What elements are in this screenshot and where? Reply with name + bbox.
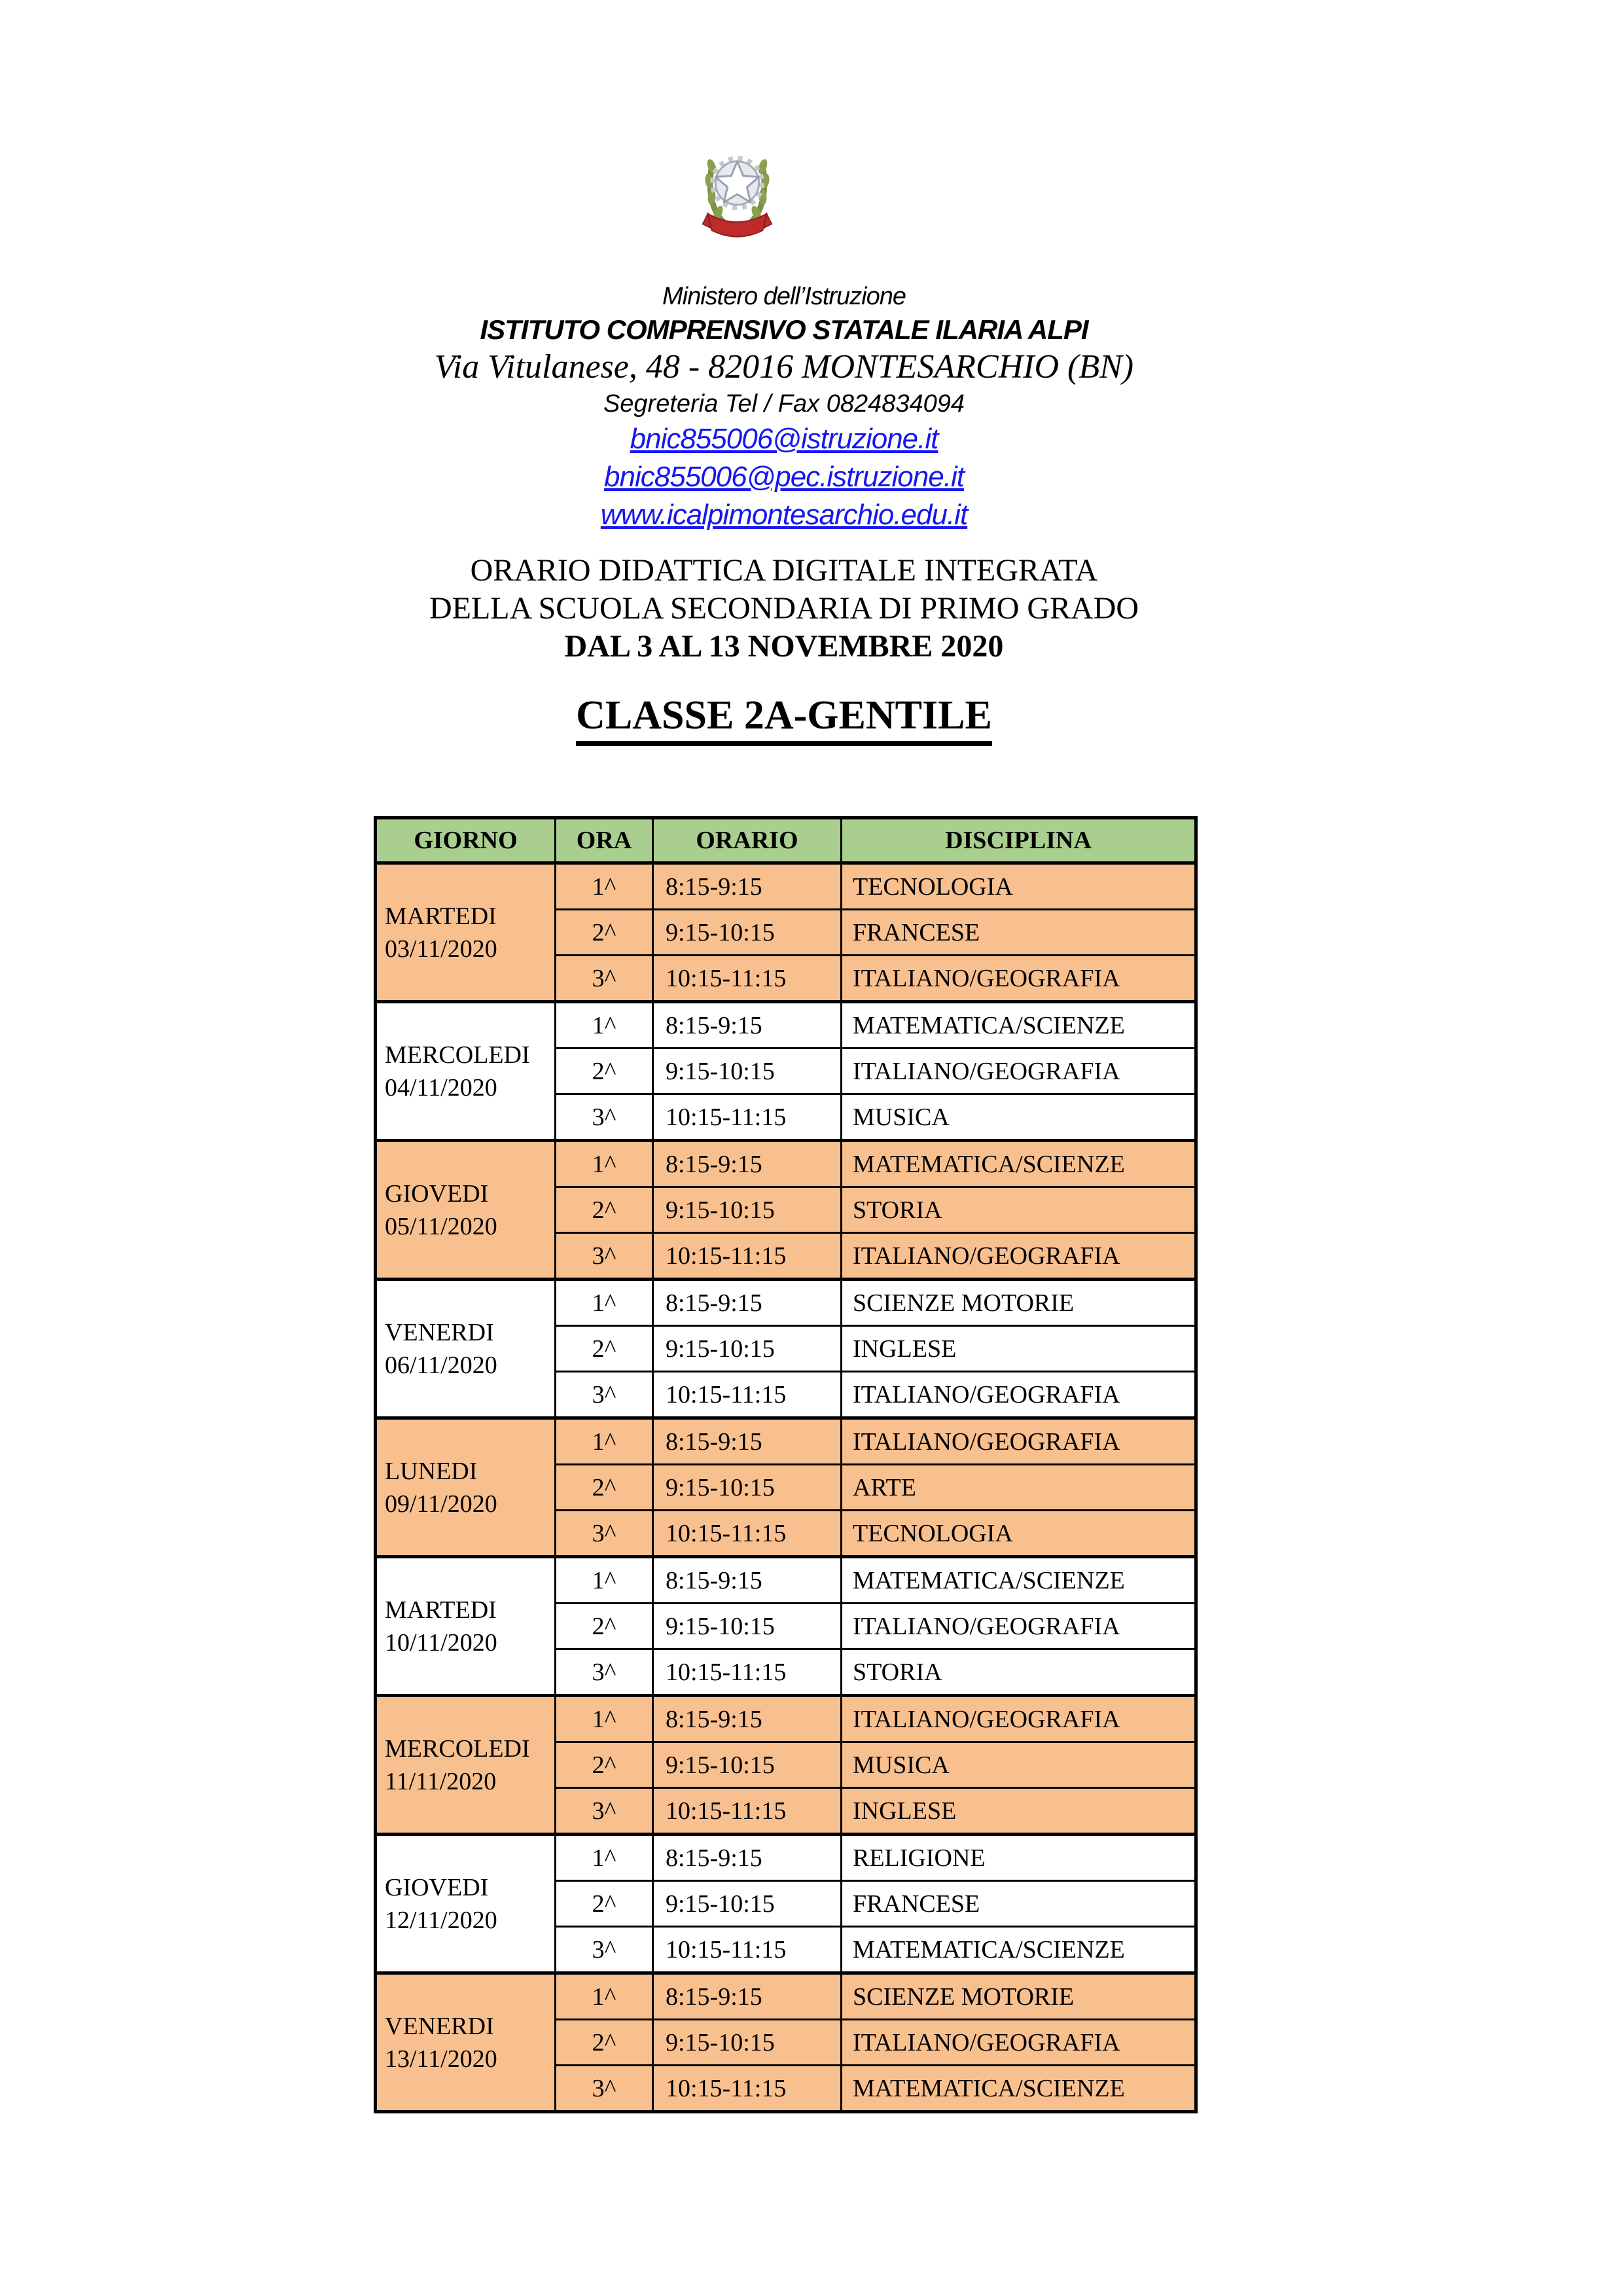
ora-cell: 2^ (556, 2020, 653, 2066)
orario-cell: 9:15-10:15 (653, 1742, 842, 1788)
ora-cell: 1^ (556, 1973, 653, 2020)
disciplina-cell: ITALIANO/GEOGRAFIA (842, 1372, 1196, 1418)
ministry-line: Ministero dell’Istruzione (662, 283, 906, 310)
ora-cell: 3^ (556, 1927, 653, 1973)
lesson-row (376, 1141, 1196, 1187)
col-header-disciplina: DISCIPLINA (842, 818, 1196, 863)
day-name: MERCOLEDI (385, 1041, 530, 1069)
email-link[interactable]: bnic855006@istruzione.it (630, 423, 938, 455)
ora-cell: 1^ (556, 1835, 653, 1881)
orario-cell: 8:15-9:15 (653, 1835, 842, 1881)
doc-title-line-2: DELLA SCUOLA SECONDARIA DI PRIMO GRADO (429, 591, 1139, 626)
disciplina-cell: TECNOLOGIA (842, 1511, 1196, 1557)
disciplina-cell: RELIGIONE (842, 1835, 1196, 1881)
pec-email-link[interactable]: bnic855006@pec.istruzione.it (604, 461, 964, 493)
lesson-row (376, 863, 1196, 910)
col-header-ora: ORA (556, 818, 653, 863)
institute-name: ISTITUTO COMPRENSIVO STATALE ILARIA ALPI (480, 314, 1088, 345)
disciplina-cell: MATEMATICA/SCIENZE (842, 1927, 1196, 1973)
class-title: CLASSE 2A-GENTILE (576, 695, 992, 746)
orario-cell: 8:15-9:15 (653, 863, 842, 910)
orario-cell: 9:15-10:15 (653, 2020, 842, 2066)
ora-cell: 1^ (556, 1141, 653, 1187)
institute-address: Via Vitulanese, 48 - 82016 MONTESARCHIO (BN) (434, 348, 1134, 386)
disciplina-cell: FRANCESE (842, 1881, 1196, 1927)
ora-cell: 2^ (556, 910, 653, 956)
ora-cell: 1^ (556, 1696, 653, 1742)
orario-cell: 10:15-11:15 (653, 1094, 842, 1141)
ora-cell: 1^ (556, 1418, 653, 1465)
website-link[interactable]: www.icalpimontesarchio.edu.it (600, 499, 968, 531)
orario-cell: 9:15-10:15 (653, 1465, 842, 1511)
lesson-row (376, 1696, 1196, 1742)
day-date: 12/11/2020 (385, 1906, 497, 1934)
col-header-orario: ORARIO (653, 818, 842, 863)
ora-cell: 3^ (556, 1511, 653, 1557)
disciplina-cell: TECNOLOGIA (842, 863, 1196, 910)
ora-cell: 2^ (556, 1465, 653, 1511)
orario-cell: 8:15-9:15 (653, 1141, 842, 1187)
ora-cell: 3^ (556, 956, 653, 1002)
disciplina-cell: ITALIANO/GEOGRAFIA (842, 1049, 1196, 1094)
document-title (374, 552, 1194, 666)
day-name: VENERDI (385, 1318, 494, 1346)
day-name: LUNEDI (385, 1457, 478, 1485)
ora-cell: 2^ (556, 1604, 653, 1649)
day-date: 04/11/2020 (385, 1073, 497, 1102)
ora-cell: 1^ (556, 863, 653, 910)
disciplina-cell: SCIENZE MOTORIE (842, 1973, 1196, 2020)
day-date: 13/11/2020 (385, 2045, 497, 2073)
day-cell (376, 1973, 556, 2112)
day-date: 05/11/2020 (385, 1212, 497, 1240)
disciplina-cell: ITALIANO/GEOGRAFIA (842, 956, 1196, 1002)
table-header-row (376, 818, 1196, 863)
ora-cell: 3^ (556, 1788, 653, 1835)
day-date: 03/11/2020 (385, 935, 497, 963)
schedule-table (374, 816, 1198, 2113)
class-title-wrap (374, 695, 1194, 746)
ora-cell: 2^ (556, 1881, 653, 1927)
ora-cell: 2^ (556, 1326, 653, 1372)
lesson-row (376, 1835, 1196, 1881)
doc-title-line-1: ORARIO DIDATTICA DIGITALE INTEGRATA (470, 553, 1098, 588)
orario-cell: 9:15-10:15 (653, 910, 842, 956)
italy-republic-emblem-logo (699, 133, 776, 245)
ora-cell: 2^ (556, 1187, 653, 1233)
disciplina-cell: MATEMATICA/SCIENZE (842, 1557, 1196, 1604)
orario-cell: 10:15-11:15 (653, 1788, 842, 1835)
orario-cell: 8:15-9:15 (653, 1418, 842, 1465)
disciplina-cell: ITALIANO/GEOGRAFIA (842, 2020, 1196, 2066)
ora-cell: 2^ (556, 1049, 653, 1094)
lesson-row (376, 1973, 1196, 2020)
day-name: MARTEDI (385, 902, 497, 930)
doc-title-line-3: DAL 3 AL 13 NOVEMBRE 2020 (564, 629, 1004, 664)
disciplina-cell: MATEMATICA/SCIENZE (842, 1141, 1196, 1187)
orario-cell: 10:15-11:15 (653, 2066, 842, 2112)
orario-cell: 9:15-10:15 (653, 1881, 842, 1927)
orario-cell: 9:15-10:15 (653, 1049, 842, 1094)
ora-cell: 1^ (556, 1557, 653, 1604)
ora-cell: 3^ (556, 1372, 653, 1418)
orario-cell: 10:15-11:15 (653, 1233, 842, 1280)
orario-cell: 10:15-11:15 (653, 956, 842, 1002)
orario-cell: 10:15-11:15 (653, 1372, 842, 1418)
disciplina-cell: ITALIANO/GEOGRAFIA (842, 1418, 1196, 1465)
disciplina-cell: MUSICA (842, 1094, 1196, 1141)
day-cell (376, 1557, 556, 1696)
orario-cell: 8:15-9:15 (653, 1557, 842, 1604)
orario-cell: 8:15-9:15 (653, 1002, 842, 1049)
day-cell (376, 863, 556, 1002)
disciplina-cell: SCIENZE MOTORIE (842, 1280, 1196, 1326)
lesson-row (376, 1418, 1196, 1465)
day-cell (376, 1418, 556, 1557)
disciplina-cell: MATEMATICA/SCIENZE (842, 1002, 1196, 1049)
disciplina-cell: INGLESE (842, 1326, 1196, 1372)
orario-cell: 8:15-9:15 (653, 1280, 842, 1326)
lesson-row (376, 1557, 1196, 1604)
orario-cell: 8:15-9:15 (653, 1696, 842, 1742)
disciplina-cell: STORIA (842, 1187, 1196, 1233)
orario-cell: 10:15-11:15 (653, 1649, 842, 1696)
ora-cell: 3^ (556, 2066, 653, 2112)
disciplina-cell: ITALIANO/GEOGRAFIA (842, 1233, 1196, 1280)
disciplina-cell: ITALIANO/GEOGRAFIA (842, 1696, 1196, 1742)
disciplina-cell: MUSICA (842, 1742, 1196, 1788)
day-date: 11/11/2020 (385, 1767, 497, 1795)
disciplina-cell: STORIA (842, 1649, 1196, 1696)
schedule-table-body (376, 863, 1196, 2112)
orario-cell: 9:15-10:15 (653, 1187, 842, 1233)
ora-cell: 1^ (556, 1002, 653, 1049)
disciplina-cell: FRANCESE (842, 910, 1196, 956)
orario-cell: 10:15-11:15 (653, 1511, 842, 1557)
day-name: MARTEDI (385, 1596, 497, 1624)
day-date: 09/11/2020 (385, 1490, 497, 1518)
day-cell (376, 1002, 556, 1141)
letterhead (374, 280, 1194, 534)
ora-cell: 2^ (556, 1742, 653, 1788)
orario-cell: 9:15-10:15 (653, 1326, 842, 1372)
day-name: GIOVEDI (385, 1873, 489, 1901)
disciplina-cell: ARTE (842, 1465, 1196, 1511)
orario-cell: 8:15-9:15 (653, 1973, 842, 2020)
ora-cell: 3^ (556, 1649, 653, 1696)
lesson-row (376, 1002, 1196, 1049)
lesson-row (376, 1280, 1196, 1326)
disciplina-cell: ITALIANO/GEOGRAFIA (842, 1604, 1196, 1649)
day-date: 06/11/2020 (385, 1351, 497, 1379)
day-name: MERCOLEDI (385, 1734, 530, 1763)
day-date: 10/11/2020 (385, 1628, 497, 1657)
day-cell (376, 1835, 556, 1973)
institute-phone: Segreteria Tel / Fax 0824834094 (603, 390, 965, 418)
ora-cell: 3^ (556, 1094, 653, 1141)
day-name: GIOVEDI (385, 1179, 489, 1208)
day-cell (376, 1141, 556, 1280)
ora-cell: 3^ (556, 1233, 653, 1280)
orario-cell: 10:15-11:15 (653, 1927, 842, 1973)
disciplina-cell: INGLESE (842, 1788, 1196, 1835)
day-cell (376, 1280, 556, 1418)
disciplina-cell: MATEMATICA/SCIENZE (842, 2066, 1196, 2112)
ora-cell: 1^ (556, 1280, 653, 1326)
day-name: VENERDI (385, 2012, 494, 2040)
orario-cell: 9:15-10:15 (653, 1604, 842, 1649)
col-header-giorno: GIORNO (376, 818, 556, 863)
day-cell (376, 1696, 556, 1835)
